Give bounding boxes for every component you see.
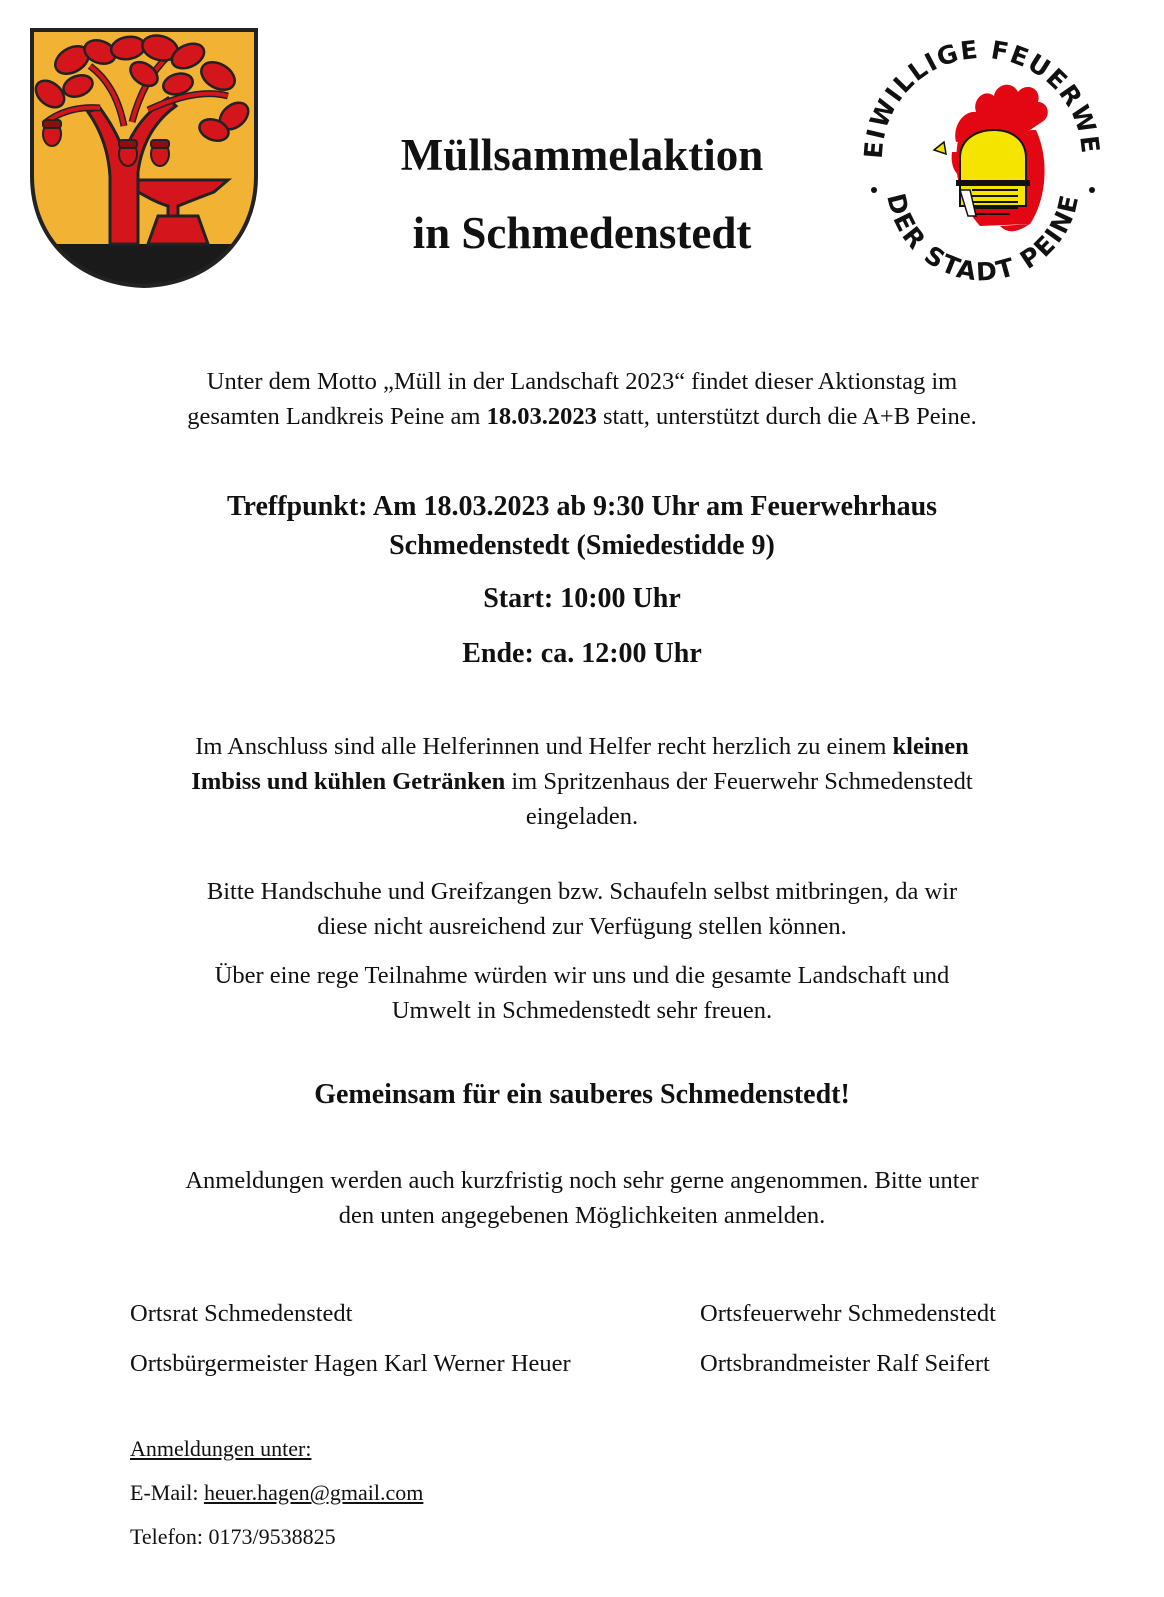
signature-right-org: Ortsfeuerwehr Schmedenstedt — [700, 1300, 996, 1327]
meeting-line-1: Treffpunkt: Am 18.03.2023 ab 9:30 Uhr am Feuerwehrhaus — [226, 491, 938, 522]
intro-line-1: Unter dem Motto „Müll in der Landschaft 2023“ findet dieser Aktionstag im — [206, 368, 958, 395]
participation-line-1: Über eine rege Teilnahme würden wir uns und die gesamte Landschaft und — [214, 962, 950, 989]
registration-note — [0, 1163, 1164, 1233]
gloves-paragraph — [0, 874, 1164, 944]
event-date: 18.03.2023 — [486, 403, 597, 430]
start-time: Start: 10:00 Uhr — [483, 583, 681, 614]
participation-line-2: Umwelt in Schmedenstedt sehr freuen. — [391, 997, 773, 1024]
contact-phone: Telefon: 0173/9538825 — [130, 1524, 336, 1549]
afterward-line-2 — [0, 764, 1164, 799]
fire-brigade-logo — [860, 30, 1108, 292]
signature-left-person: Ortsbürgermeister Hagen Karl Werner Heuer — [130, 1350, 571, 1377]
signature-right-person: Ortsbrandmeister Ralf Seifert — [700, 1350, 990, 1377]
end-time: Ende: ca. 12:00 Uhr — [462, 638, 702, 669]
afterward-line-1 — [0, 729, 1164, 764]
intro-line-2 — [0, 399, 1164, 434]
rooster-emblem-icon — [860, 30, 1108, 292]
afterward-paragraph — [0, 729, 1164, 834]
title-line-1: Müllsammelaktion — [400, 130, 764, 180]
afterward-line-3: eingeladen. — [525, 803, 639, 830]
title-line-2: in Schmedenstedt — [412, 208, 752, 258]
intro-paragraph — [0, 364, 1164, 434]
afterward-bold-2: Imbiss und kühlen Getränken — [191, 768, 506, 795]
contact-heading-text: Anmeldungen unter: — [130, 1436, 312, 1461]
intro-text: gesamten Landkreis Peine am — [187, 403, 487, 430]
gloves-line-2: diese nicht ausreichend zur Verfügung stellen können. — [317, 913, 847, 940]
afterward-text: Im Anschluss sind alle Helferinnen und Helfer recht herzlich zu einem — [195, 733, 893, 760]
meeting-line-2: Schmedenstedt (Smiedestidde 9) — [389, 530, 775, 561]
afterward-text-2: im Spritzenhaus der Feuerwehr Schmedenstedt — [505, 768, 973, 795]
meeting-point — [0, 487, 1164, 565]
email-link[interactable]: heuer.hagen@gmail.com — [203, 1480, 424, 1505]
signature-left-org: Ortsrat Schmedenstedt — [130, 1300, 353, 1327]
registration-line-1: Anmeldungen werden auch kurzfristig noch sehr gerne angenommen. Bitte unter — [185, 1167, 979, 1194]
registration-line-2: den unten angegebenen Möglichkeiten anmelden. — [338, 1202, 826, 1229]
email-label: E-Mail: — [130, 1480, 204, 1505]
gloves-line-1: Bitte Handschuhe und Greifzangen bzw. Schaufeln selbst mitbringen, da wir — [206, 878, 958, 905]
participation-paragraph — [0, 958, 1164, 1028]
logo-bottom-text: DER STADT PEINE — [881, 190, 1085, 287]
logo-top-text: EIWILLIGE FEUERWE — [860, 34, 1106, 160]
contact-heading — [130, 1434, 311, 1464]
intro-text-end: statt, unterstützt durch die A+B Peine. — [596, 403, 977, 430]
contact-email — [130, 1478, 423, 1508]
slogan: Gemeinsam für ein sauberes Schmedenstedt! — [314, 1079, 850, 1110]
afterward-bold-1: kleinen — [892, 733, 969, 760]
